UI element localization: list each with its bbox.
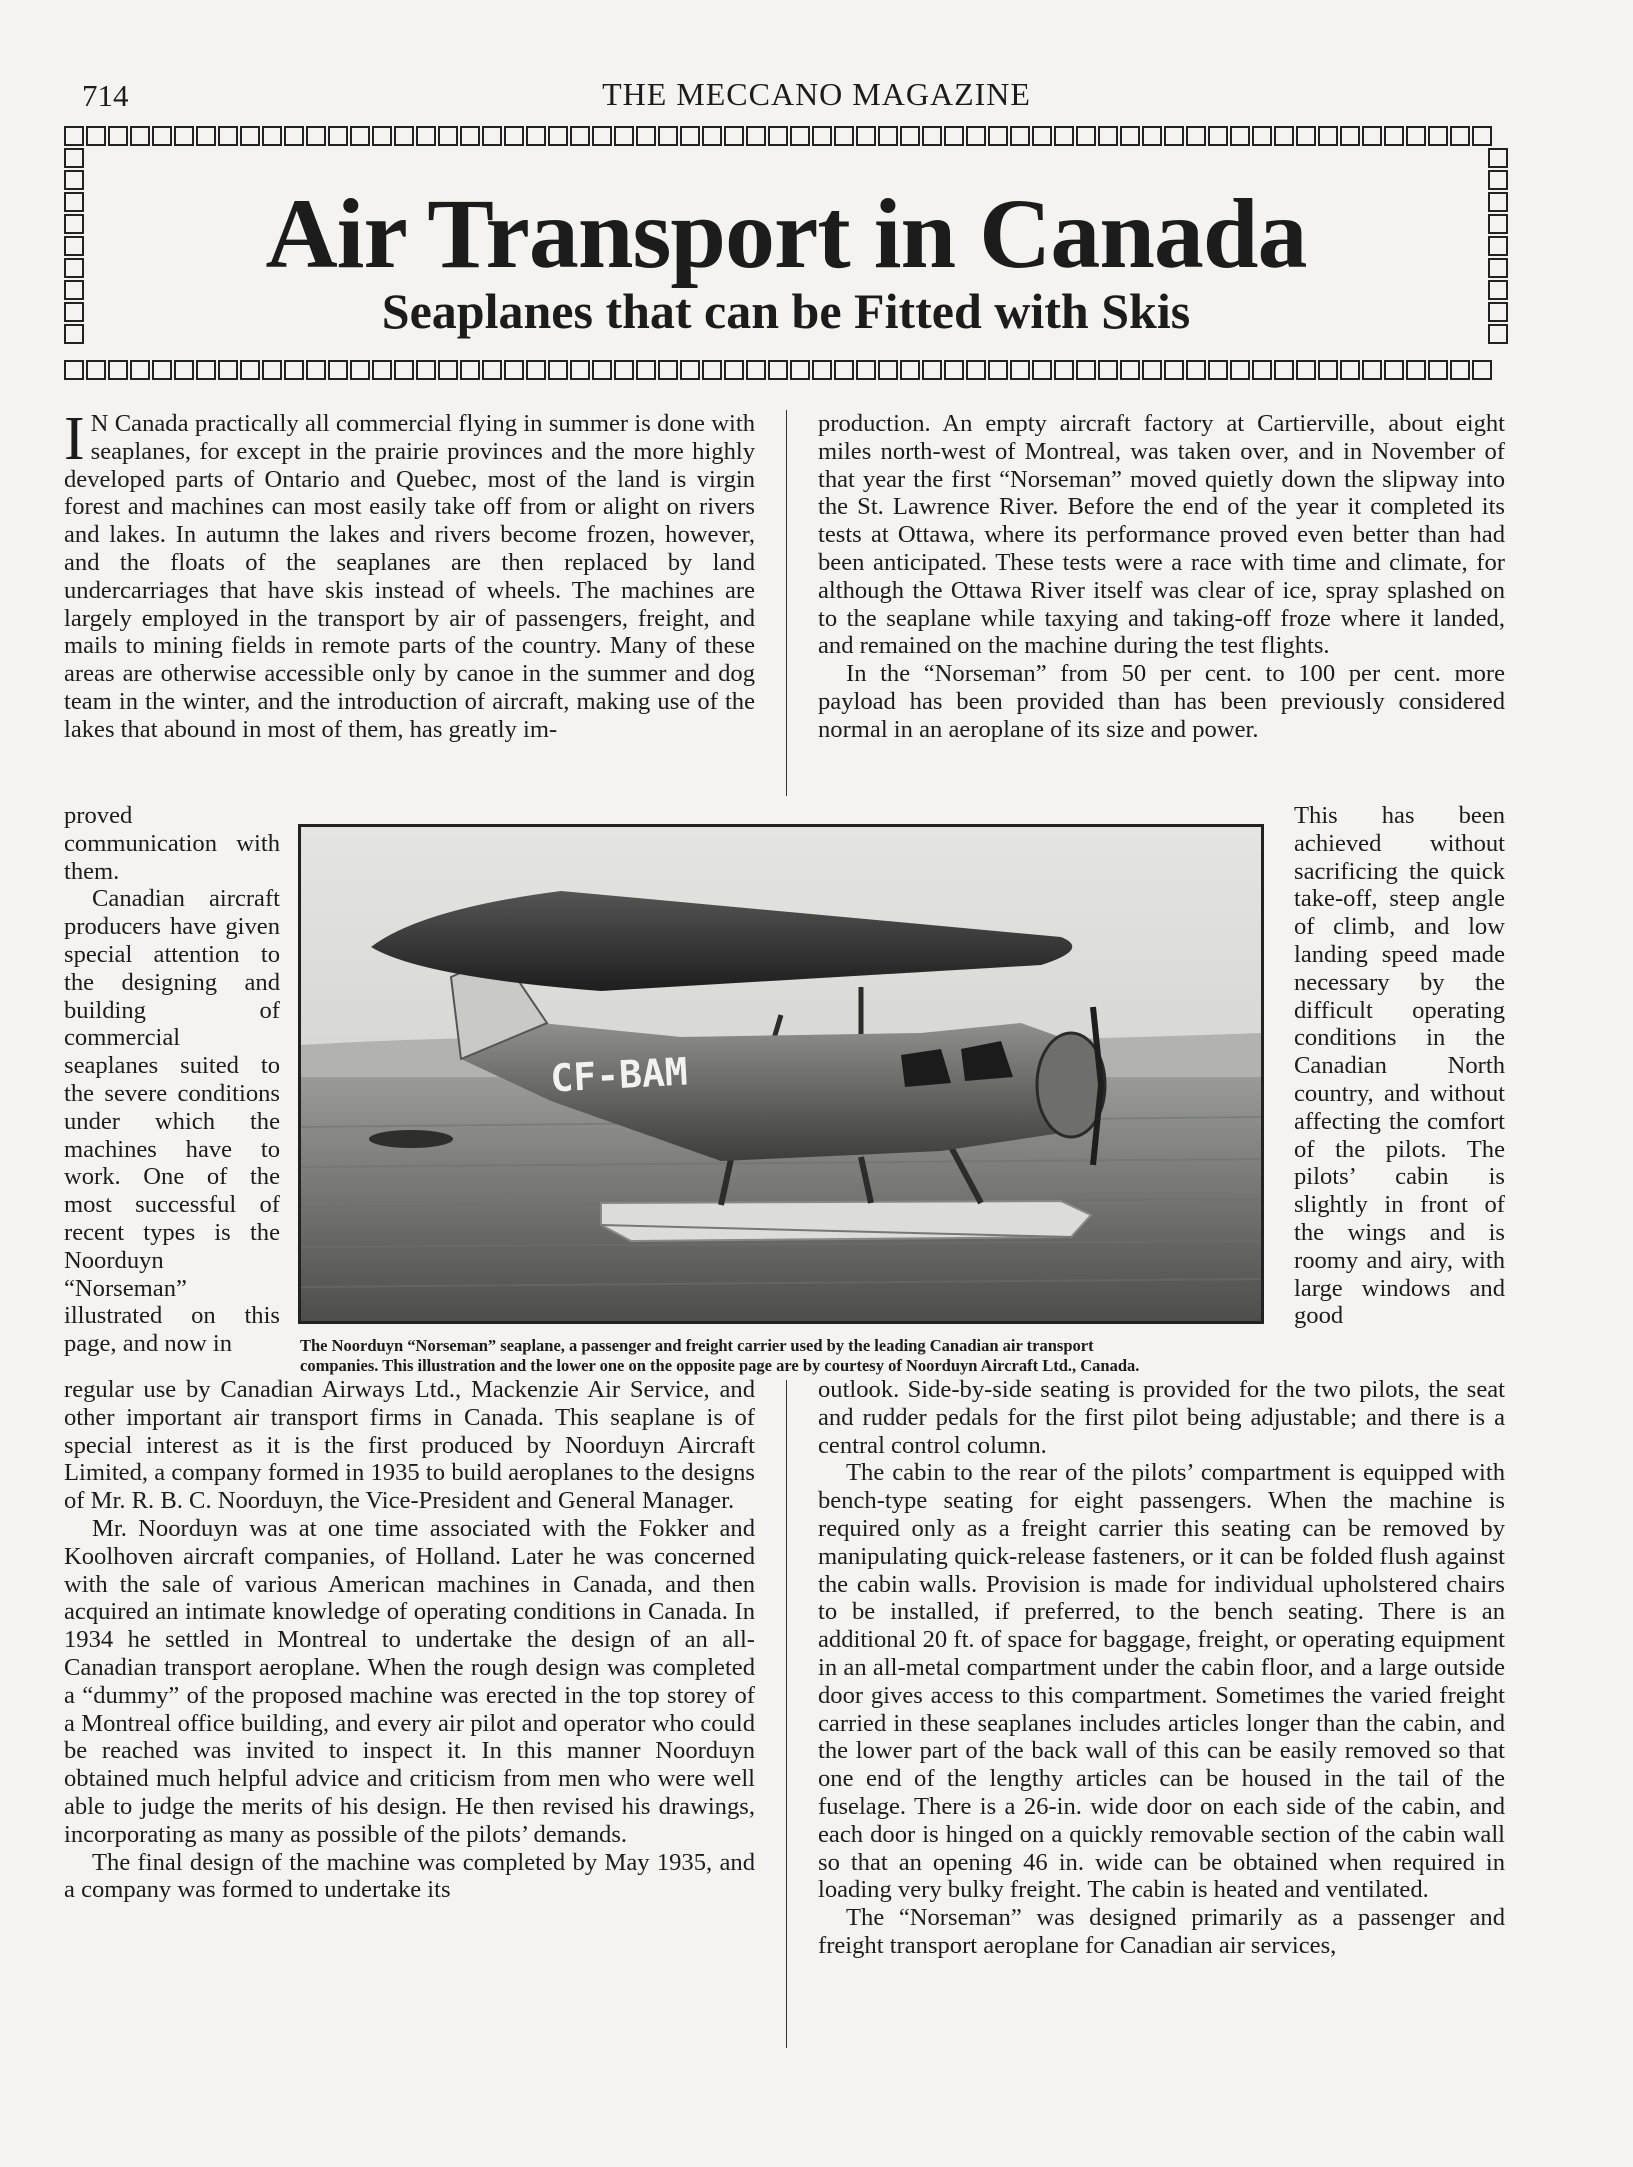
border-square xyxy=(351,127,369,145)
border-square xyxy=(1429,361,1447,379)
border-square xyxy=(461,361,479,379)
border-square xyxy=(1165,127,1183,145)
paragraph: The cabin to the rear of the pilots’ compartment is equipped with bench-type seating for eight passengers. When the machine is required only as a freight carrier this seating can be removed by manipulating quick-release fasteners, or it can be folded flush against the cabin walls. Provision is made for individual upholstered chairs to be installed, if preferred, to the bench seating. There is an additional 20 ft. of space for baggage, freight, or operating equipment in an all-metal compartment under the cabin floor, and a large outside door gives access to this compartment. Sometimes the varied freight carried in these seaplanes includes articles longer than the cabin, and the lower part of the back wall of this can be easily removed so that one end of the lengthy articles can be housed in the tail of the fuselage. There is a 26-in. wide door on each side of the cabin, and each door is hinged on a quickly removable section of the cabin wall so that an opening 46 in. wide can be obtained when required in loading very bulky freight. The cabin is heated and ventilated. xyxy=(818,1459,1505,1904)
article-title: Air Transport in Canada xyxy=(265,178,1307,289)
right-column-lower xyxy=(818,1376,1505,1960)
border-square xyxy=(989,127,1007,145)
border-square xyxy=(153,127,171,145)
border-square xyxy=(615,361,633,379)
aircraft-registration: CF-BAM xyxy=(549,1049,689,1101)
border-square xyxy=(615,127,633,145)
right-narrow-column xyxy=(1294,802,1505,1330)
border-square xyxy=(219,361,237,379)
border-square xyxy=(967,127,985,145)
border-square xyxy=(131,127,149,145)
border-square xyxy=(637,127,655,145)
paragraph: Canadian aircraft producers have given special attention to the designing and building of commercial seaplanes suited to the severe conditions under which the machines have to work. One of the most successful of recent types is the Noorduyn “Norseman” illustrated on this page, and now in xyxy=(64,885,280,1358)
border-square xyxy=(351,361,369,379)
border-square xyxy=(1033,127,1051,145)
paragraph: proved communication with them. xyxy=(64,802,280,885)
border-square xyxy=(835,127,853,145)
border-square xyxy=(1473,361,1491,379)
border-square xyxy=(593,361,611,379)
border-square xyxy=(1275,361,1293,379)
border-square xyxy=(1297,361,1315,379)
border-square xyxy=(747,361,765,379)
border-square xyxy=(1451,361,1469,379)
right-column-top xyxy=(818,410,1505,744)
article-subtitle: Seaplanes that can be Fitted with Skis xyxy=(381,283,1191,339)
border-square xyxy=(835,361,853,379)
border-square xyxy=(417,127,435,145)
border-square xyxy=(175,361,193,379)
border-square xyxy=(571,361,589,379)
border-square xyxy=(1363,361,1381,379)
border-square xyxy=(1341,361,1359,379)
border-square xyxy=(461,127,479,145)
title-panel xyxy=(64,126,1508,380)
border-square xyxy=(879,127,897,145)
border-square xyxy=(769,361,787,379)
border-square xyxy=(131,361,149,379)
border-square xyxy=(483,361,501,379)
border-square xyxy=(1165,361,1183,379)
border-square xyxy=(1451,127,1469,145)
border-square xyxy=(1385,127,1403,145)
border-square xyxy=(65,361,83,379)
border-square xyxy=(87,127,105,145)
border-square xyxy=(857,361,875,379)
border-square xyxy=(549,361,567,379)
caption-line: The Noorduyn “Norseman” seaplane, a passenger and freight carrier used by the leading Canadian air transport xyxy=(300,1336,1094,1355)
paragraph: The “Norseman” was designed primarily as a passenger and freight transport aeroplane for Canadian air services, xyxy=(818,1904,1505,1959)
border-square xyxy=(197,127,215,145)
border-square xyxy=(1231,127,1249,145)
border-square xyxy=(1143,361,1161,379)
paragraph: outlook. Side-by-side seating is provided for the two pilots, the seat and rudder pedals for the first pilot being adjustable; and there is a central control column. xyxy=(818,1376,1505,1459)
border-square xyxy=(219,127,237,145)
page-number: 714 xyxy=(82,78,129,113)
border-square xyxy=(769,127,787,145)
border-square xyxy=(1187,127,1205,145)
border-square xyxy=(1055,127,1073,145)
border-square xyxy=(285,361,303,379)
paragraph: regular use by Canadian Airways Ltd., Mackenzie Air Service, and other important air transport firms in Canada. This seaplane is of special interest as it is the first produced by Noorduyn Aircraft Limited, a company formed in 1935 to build aeroplanes to the designs of Mr. R. B. C. Noorduyn, the Vice-President and General Manager. xyxy=(64,1376,755,1515)
border-square xyxy=(989,361,1007,379)
border-square xyxy=(373,361,391,379)
caption-line: companies. This illustration and the lower one on the opposite page are by courtesy of Noorduyn Aircraft Ltd., Canada. xyxy=(300,1356,1140,1375)
border-square xyxy=(263,127,281,145)
border-square xyxy=(439,361,457,379)
border-square xyxy=(1473,127,1491,145)
border-square xyxy=(1143,127,1161,145)
border-square xyxy=(307,127,325,145)
border-square xyxy=(813,361,831,379)
border-square xyxy=(109,127,127,145)
photo-caption xyxy=(300,1336,1266,1376)
seaplane-photo xyxy=(298,824,1264,1324)
border-square xyxy=(527,127,545,145)
border-square xyxy=(1187,361,1205,379)
border-square xyxy=(725,127,743,145)
border-square xyxy=(571,127,589,145)
border-square xyxy=(241,127,259,145)
border-square xyxy=(285,127,303,145)
noorduyn-norseman-seaplane-image xyxy=(301,827,1261,1321)
border-square xyxy=(967,361,985,379)
border-square xyxy=(1297,127,1315,145)
border-square xyxy=(945,127,963,145)
border-square xyxy=(923,127,941,145)
left-column-top xyxy=(64,405,755,744)
border-square xyxy=(395,127,413,145)
border-square xyxy=(1209,361,1227,379)
border-square xyxy=(747,127,765,145)
running-head: THE MECCANO MAGAZINE xyxy=(602,76,1031,112)
border-square xyxy=(395,361,413,379)
border-square xyxy=(1121,361,1139,379)
border-square xyxy=(439,127,457,145)
border-square xyxy=(1077,361,1095,379)
border-square xyxy=(703,361,721,379)
border-square xyxy=(1253,361,1271,379)
border-square xyxy=(1231,361,1249,379)
border-square xyxy=(1253,127,1271,145)
column-divider-lower xyxy=(786,1380,787,2048)
opening-paragraph xyxy=(64,405,755,744)
border-square xyxy=(1099,127,1117,145)
border-square xyxy=(901,361,919,379)
left-narrow-column xyxy=(64,802,280,1358)
border-square xyxy=(417,361,435,379)
border-square xyxy=(329,361,347,379)
border-square xyxy=(703,127,721,145)
border-square xyxy=(1363,127,1381,145)
border-square xyxy=(1077,127,1095,145)
border-square xyxy=(1319,361,1337,379)
border-square xyxy=(1489,149,1507,167)
border-square xyxy=(879,361,897,379)
opening-text: N Canada practically all commercial flying in summer is done with seaplanes, for except in the prairie provinces and the more highly developed parts of Ontario and Quebec, most of the land is virgin forest and machines can most easily take off from or alight on rivers and lakes. In autumn the lakes and rivers become frozen, however, and the floats of the seaplanes are then replaced by land undercarriages that have skis instead of wheels. The machines are largely employed in the transport by air of passengers, freight, and mails to mining fields in remote parts of the country. Many of these areas are otherwise accessible only by canoe in the summer and dog team in the winter, and the introduction of aircraft, making use of the lakes that abound in most of them, has greatly im- xyxy=(64,410,755,743)
border-square xyxy=(1011,361,1029,379)
paragraph: This has been achieved without sacrificing the quick take-off, steep angle of climb, and low landing speed made necessary by the difficult operating conditions in the Canadian North country, and without affecting the comfort of the pilots. The pilots’ cabin is slightly in front of the wings and is roomy and airy, with large windows and good xyxy=(1294,802,1505,1330)
border-square xyxy=(1429,127,1447,145)
border-square xyxy=(197,361,215,379)
border-square xyxy=(1407,361,1425,379)
border-square xyxy=(901,127,919,145)
border-square xyxy=(791,361,809,379)
border-square xyxy=(1121,127,1139,145)
border-square xyxy=(813,127,831,145)
border-square xyxy=(241,361,259,379)
border-square xyxy=(263,361,281,379)
border-square xyxy=(307,361,325,379)
border-square xyxy=(1319,127,1337,145)
border-square xyxy=(505,127,523,145)
paragraph: production. An empty aircraft factory at Cartierville, about eight miles north-west of Montreal, was taken over, and in November of that year the first “Norseman” moved quietly down the slipway into the St. Lawrence River. Before the end of the year it completed its tests at Ottawa, where its performance proved even better than had been anticipated. These tests were a race with time and climate, for although the Ottawa River itself was clear of ice, spray splashed on to the seaplane while taxying and taking-off froze where it landed, and remained on the machine during the test flights. xyxy=(818,410,1505,660)
border-square xyxy=(1385,361,1403,379)
border-square xyxy=(637,361,655,379)
border-square xyxy=(87,361,105,379)
border-square xyxy=(329,127,347,145)
border-square xyxy=(593,127,611,145)
border-square xyxy=(857,127,875,145)
column-divider-top xyxy=(786,410,787,796)
border-square xyxy=(1407,127,1425,145)
border-square xyxy=(505,361,523,379)
border-square xyxy=(791,127,809,145)
border-square xyxy=(175,127,193,145)
border-square xyxy=(681,127,699,145)
border-square xyxy=(923,361,941,379)
border-square xyxy=(65,127,83,145)
border-square xyxy=(1209,127,1227,145)
border-square xyxy=(483,127,501,145)
drop-cap: I xyxy=(64,405,85,473)
border-square xyxy=(549,127,567,145)
paragraph: In the “Norseman” from 50 per cent. to 100 per cent. more payload has been provided than has been previously considered normal in an aeroplane of its size and power. xyxy=(818,660,1505,743)
border-square xyxy=(1055,361,1073,379)
border-square xyxy=(153,361,171,379)
border-square xyxy=(109,361,127,379)
border-square xyxy=(725,361,743,379)
border-square xyxy=(1275,127,1293,145)
paragraph: Mr. Noorduyn was at one time associated with the Fokker and Koolhoven aircraft companies, of Holland. Later he was concerned with the sale of various American machines in Canada, and then acquired an intimate knowledge of operating conditions in Canada. In 1934 he settled in Montreal to undertake the design of an all-Canadian transport aeroplane. When the rough design was completed a “dummy” of the proposed machine was erected in the top storey of a Montreal office building, and every air pilot and operator who could be reached was invited to inspect it. In this manner Noorduyn obtained much helpful advice and criticism from men who were well able to judge the merits of his design. He then revised his drawings, incorporating as many as possible of the pilots’ demands. xyxy=(64,1514,755,1848)
border-square xyxy=(1033,361,1051,379)
left-column-lower xyxy=(64,1376,755,1904)
border-square xyxy=(659,127,677,145)
border-square xyxy=(1011,127,1029,145)
border-square xyxy=(1341,127,1359,145)
paragraph: The final design of the machine was completed by May 1935, and a company was formed to undertake its xyxy=(64,1848,755,1904)
border-square xyxy=(373,127,391,145)
border-square xyxy=(1099,361,1117,379)
border-square xyxy=(681,361,699,379)
border-square xyxy=(945,361,963,379)
border-square xyxy=(65,149,83,167)
border-square xyxy=(659,361,677,379)
border-square xyxy=(527,361,545,379)
